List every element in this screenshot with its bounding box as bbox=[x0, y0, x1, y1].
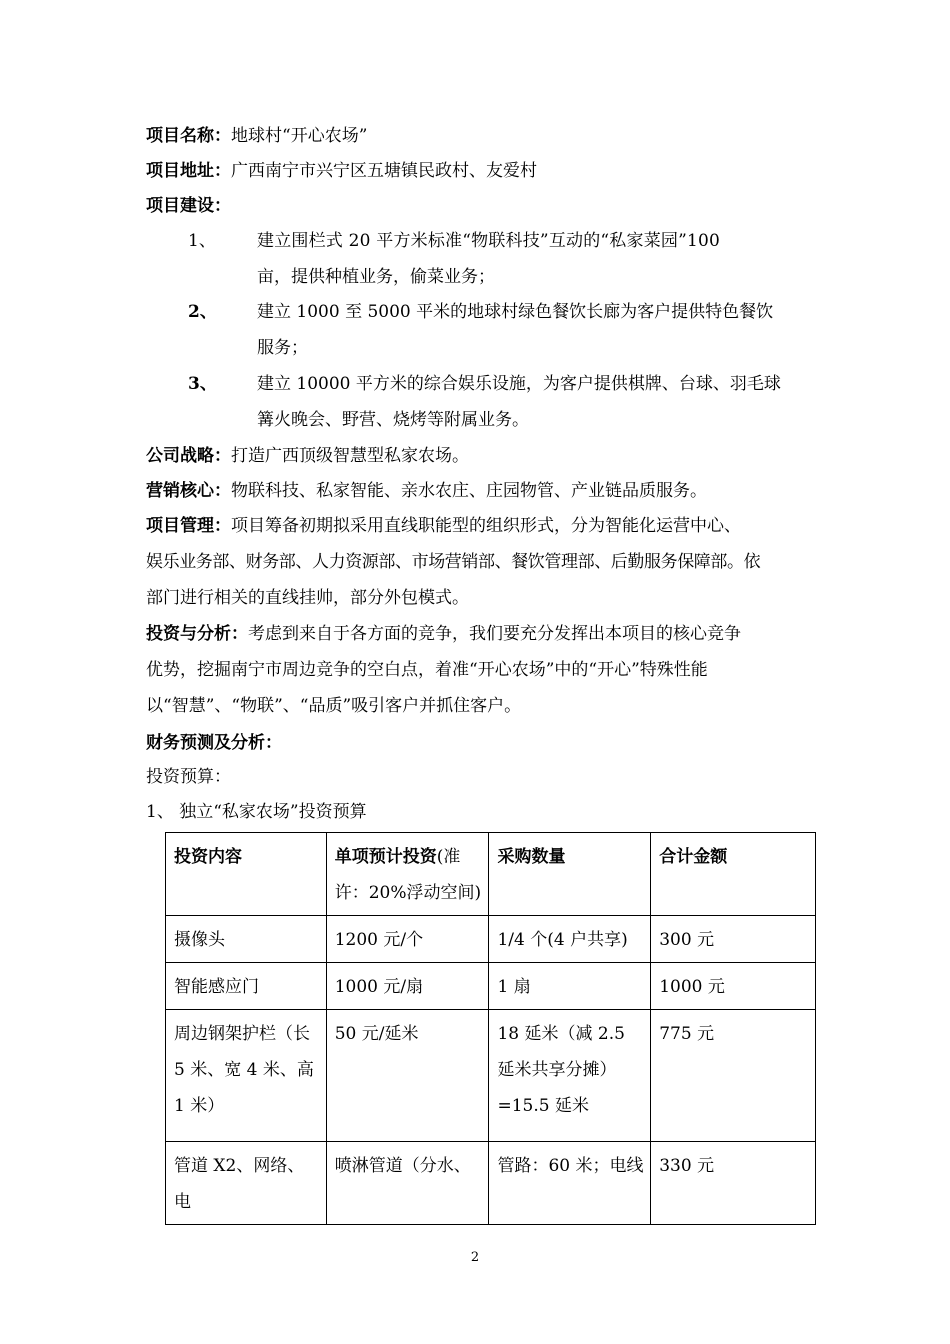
table-cell: 50 元/延米 bbox=[326, 1010, 489, 1142]
table-cell: 330 元 bbox=[651, 1142, 816, 1225]
table-row bbox=[166, 963, 816, 1010]
item-3-line1: 建立 10000 平方米的综合娱乐设施，为客户提供棋牌、台球、羽毛球 bbox=[257, 374, 781, 394]
table-cell: 1/4 个(4 户共享) bbox=[489, 916, 651, 963]
marketing-label: 营销核心： bbox=[146, 481, 231, 501]
management-text: 项目筹备初期拟采用直线职能型的组织形式，分为智能化运营中心、 bbox=[231, 516, 741, 536]
investment-label: 投资与分析： bbox=[146, 624, 248, 644]
page-number: 2 bbox=[470, 1250, 480, 1265]
investment-text: 优势，挖掘南宁市周边竞争的空白点，着准“开心农场”中的“开心”特殊性能 bbox=[146, 660, 708, 680]
table-row bbox=[166, 1010, 816, 1142]
table-cell: 喷淋管道（分水、 bbox=[326, 1142, 489, 1225]
management-text: 部门进行相关的直线挂帅，部分外包模式。 bbox=[146, 588, 469, 608]
table-cell: 摄像头 bbox=[166, 916, 327, 963]
header-unit-investment bbox=[326, 833, 489, 916]
budget-heading: 投资预算： bbox=[146, 767, 231, 787]
table-cell: 300 元 bbox=[651, 916, 816, 963]
table-cell: 775 元 bbox=[651, 1010, 816, 1142]
management-line bbox=[146, 516, 741, 536]
header-unit-investment-note: (准许：20%浮动空间) bbox=[334, 847, 482, 903]
finance-heading: 财务预测及分析： bbox=[146, 733, 282, 753]
item-1-line2: 亩，提供种植业务，偷菜业务； bbox=[257, 267, 495, 287]
table-cell: 1000 元/扇 bbox=[326, 963, 489, 1010]
strategy-value: 打造广西顶级智慧型私家农场。 bbox=[231, 446, 469, 466]
investment-text: 考虑到来自于各方面的竞争，我们要充分发挥出本项目的核心竞争 bbox=[248, 624, 741, 644]
item-3-line2: 篝火晚会、野营、烧烤等附属业务。 bbox=[257, 410, 529, 430]
section-title: 1、 独立“私家农场”投资预算 bbox=[146, 802, 367, 822]
item-2-line2: 服务； bbox=[257, 338, 308, 358]
management-label: 项目管理： bbox=[146, 516, 231, 536]
item-number: 3、 bbox=[188, 374, 217, 394]
investment-line bbox=[146, 624, 741, 644]
table-cell: 1000 元 bbox=[651, 963, 816, 1010]
marketing-line bbox=[146, 481, 707, 501]
investment-budget-table bbox=[165, 832, 816, 1225]
table-row bbox=[166, 916, 816, 963]
strategy-label: 公司战略： bbox=[146, 446, 231, 466]
project-name-label: 项目名称： bbox=[146, 126, 231, 146]
header-purchase-quantity: 采购数量 bbox=[489, 833, 651, 916]
header-total-amount: 合计金额 bbox=[651, 833, 816, 916]
table-cell: 周边钢架护栏（长 5 米、宽 4 米、高 1 米） bbox=[166, 1010, 327, 1142]
table-cell: 1 扇 bbox=[489, 963, 651, 1010]
table-row bbox=[166, 1142, 816, 1225]
management-text: 娱乐业务部、财务部、人力资源部、市场营销部、餐饮管理部、后勤服务保障部。依 bbox=[146, 552, 761, 572]
construction-heading: 项目建设： bbox=[146, 196, 231, 216]
table-cell: 管道 X2、网络、电 bbox=[166, 1142, 327, 1225]
item-1-line1: 建立围栏式 20 平方米标准“物联科技”互动的“私家菜园”100 bbox=[257, 231, 721, 251]
header-investment-content: 投资内容 bbox=[166, 833, 327, 916]
investment-text: 以“智慧”、“物联”、“品质”吸引客户并抓住客户。 bbox=[146, 696, 522, 716]
project-address-line bbox=[146, 161, 537, 181]
project-name-line bbox=[146, 126, 367, 146]
item-number: 1、 bbox=[188, 231, 216, 251]
table-cell: 管路：60 米；电线 bbox=[489, 1142, 651, 1225]
strategy-line bbox=[146, 446, 469, 466]
table-cell: 智能感应门 bbox=[166, 963, 327, 1010]
project-address-label: 项目地址： bbox=[146, 161, 231, 181]
table-cell: 18 延米（减 2.5 延米共享分摊）=15.5 延米 bbox=[489, 1010, 651, 1142]
project-address-value: 广西南宁市兴宁区五塘镇民政村、友爱村 bbox=[231, 161, 537, 181]
header-unit-investment-bold: 单项预计投资 bbox=[334, 847, 437, 867]
table-header-row bbox=[166, 833, 816, 916]
table-cell: 1200 元/个 bbox=[326, 916, 489, 963]
item-2-line1: 建立 1000 至 5000 平米的地球村绿色餐饮长廊为客户提供特色餐饮 bbox=[257, 302, 774, 322]
item-number: 2、 bbox=[188, 302, 217, 322]
project-name-value: 地球村“开心农场” bbox=[231, 126, 368, 146]
marketing-value: 物联科技、私家智能、亲水农庄、庄园物管、产业链品质服务。 bbox=[231, 481, 707, 501]
